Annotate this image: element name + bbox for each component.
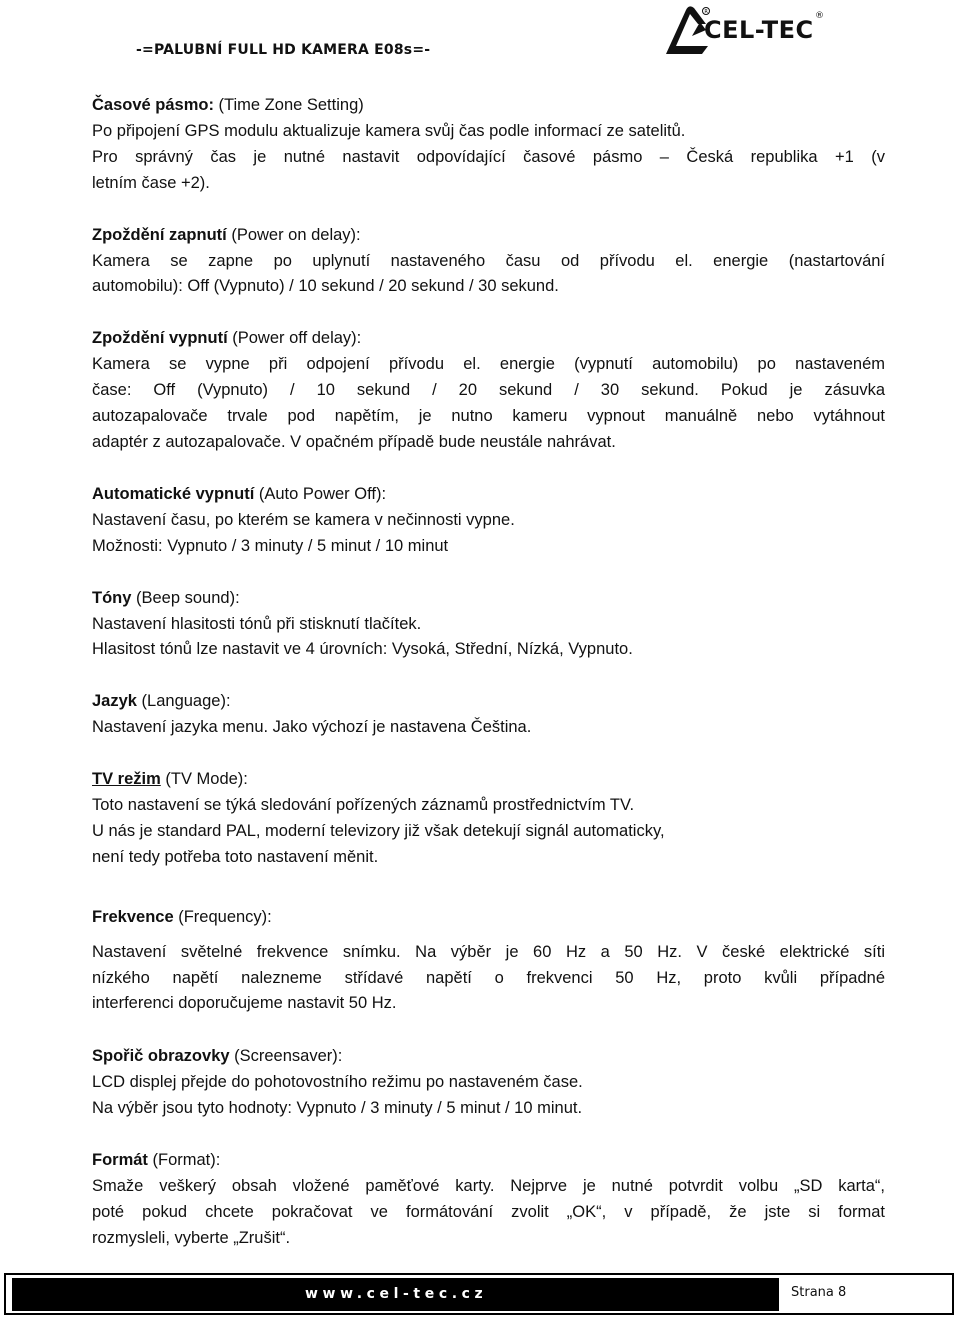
body-line: automobilu): Off (Vypnuto) / 10 sekund / 20 sekund / 30 sekund. — [92, 277, 559, 296]
header-title: -=PALUBNÍ FULL HD KAMERA E08s=- — [136, 42, 431, 58]
svg-text:R: R — [704, 9, 708, 15]
section-format — [92, 1148, 885, 1252]
document-body — [92, 93, 885, 1252]
heading-english: (Screensaver): — [229, 1047, 343, 1066]
body-line: Po připojení GPS modulu aktualizuje kamera svůj čas podle informací ze satelitů. — [92, 121, 686, 140]
heading-english: (TV Mode): — [160, 770, 248, 789]
section-auto-power-off — [92, 482, 885, 560]
body-line: nízkého napětí nalezneme střídavé napětí o frekvenci 50 Hz, proto kvůli případné — [92, 968, 885, 987]
body-line: Nastavení času, po kterém se kamera v nečinnosti vypne. — [92, 510, 515, 529]
body-line: Hlasitost tónů lze nastavit ve 4 úrovních: Vysoká, Střední, Nízká, Vypnuto. — [92, 640, 633, 659]
body-line: Kamera se zapne po uplynutí nastaveného času od přívodu el. energie (nastartování — [92, 251, 885, 270]
section-power-on-delay — [92, 223, 885, 301]
section-heading — [92, 1148, 885, 1174]
section-heading — [92, 586, 885, 612]
section-heading — [92, 1044, 885, 1070]
section-frequency — [92, 905, 885, 1018]
section-heading — [92, 767, 885, 793]
heading-label: Frekvence — [92, 907, 174, 926]
body-line: Na výběr jsou tyto hodnoty: Vypnuto / 3 minuty / 5 minut / 10 minut. — [92, 1099, 583, 1118]
section-screensaver — [92, 1044, 885, 1122]
section-heading — [92, 905, 885, 931]
section-heading — [92, 689, 885, 715]
heading-english: (Beep sound): — [131, 588, 240, 607]
heading-english: (Power off delay): — [227, 329, 362, 348]
heading-english: (Auto Power Off): — [254, 484, 387, 503]
body-line: poté pokud chcete pokračovat ve formátování zvolit „OK“, v případě, že jste si format — [92, 1202, 885, 1221]
body-line: není tedy potřeba toto nastavení měnit. — [92, 847, 379, 866]
body-line: Smaže veškerý obsah vložené paměťové karty. Nejprve je nutné potvrdit volbu „SD karta“, — [92, 1177, 885, 1195]
body-line: autozapalovače trvale pod napětím, je nutno kameru vypnout manuálně nebo vytáhnout — [92, 407, 885, 426]
body-line: U nás je standard PAL, moderní televizory již však detekují signál automaticky, — [92, 821, 665, 840]
body-line: Možnosti: Vypnuto / 3 minuty / 5 minut / 10 minut — [92, 536, 449, 555]
body-line: čase: Off (Vypnuto) / 10 sekund / 20 sekund / 30 sekund. Pokud je zásuvka — [92, 381, 885, 400]
section-heading — [92, 223, 885, 249]
heading-label: Jazyk — [92, 692, 137, 711]
section-tv-mode — [92, 767, 885, 871]
section-power-off-delay — [92, 326, 885, 456]
heading-label: TV režim — [92, 770, 161, 789]
page-number: Strana 8 — [791, 1285, 847, 1300]
section-heading — [92, 482, 885, 508]
body-line: rozmysleli, vyberte „Zrušit“. — [92, 1228, 291, 1247]
section-heading — [92, 326, 885, 352]
body-line: Kamera se vypne při odpojení přívodu el. energie (vypnutí automobilu) po nastaveném — [92, 355, 885, 374]
body-line: interferenci doporučujeme nastavit 50 Hz. — [92, 994, 397, 1013]
section-time-zone — [92, 93, 885, 197]
heading-english: (Format): — [147, 1151, 221, 1170]
section-heading — [92, 93, 885, 119]
heading-label: Časové pásmo: — [92, 96, 214, 114]
heading-english: (Time Zone Setting) — [213, 96, 364, 114]
heading-label: Automatické vypnutí — [92, 484, 255, 503]
heading-label: Zpoždění zapnutí — [92, 225, 227, 244]
body-line: LCD displej přejde do pohotovostního režimu po nastaveném čase. — [92, 1073, 583, 1092]
section-language — [92, 689, 885, 741]
heading-english: (Language): — [136, 692, 231, 711]
heading-label: Formát — [92, 1151, 148, 1170]
body-line: Pro správný čas je nutné nastavit odpovídající časové pásmo – Česká republika +1 (v — [92, 147, 885, 166]
registered-mark: ® — [815, 11, 824, 21]
heading-label: Tóny — [92, 588, 132, 607]
body-line: letním čase +2). — [92, 173, 210, 192]
body-line: Nastavení hlasitosti tónů při stisknutí tlačítek. — [92, 614, 422, 633]
heading-label: Zpoždění vypnutí — [92, 329, 228, 348]
logo-wordmark: CEL-TEC — [704, 16, 814, 44]
footer-url: www.cel-tec.cz — [305, 1286, 488, 1302]
body-line: Nastavení jazyka menu. Jako výchozí je nastavena Čeština. — [92, 718, 532, 737]
body-line: Toto nastavení se týká sledování pořízených záznamů prostřednictvím TV. — [92, 796, 635, 815]
body-line: Nastavení světelné frekvence snímku. Na výběr je 60 Hz a 50 Hz. V české elektrické síti — [92, 942, 885, 961]
heading-label: Spořič obrazovky — [92, 1047, 230, 1066]
section-beep-sound — [92, 586, 885, 664]
body-line: adaptér z autozapalovače. V opačném případě bude neustále nahrávat. — [92, 432, 616, 451]
heading-english: (Frequency): — [173, 907, 272, 926]
heading-english: (Power on delay): — [226, 225, 361, 244]
